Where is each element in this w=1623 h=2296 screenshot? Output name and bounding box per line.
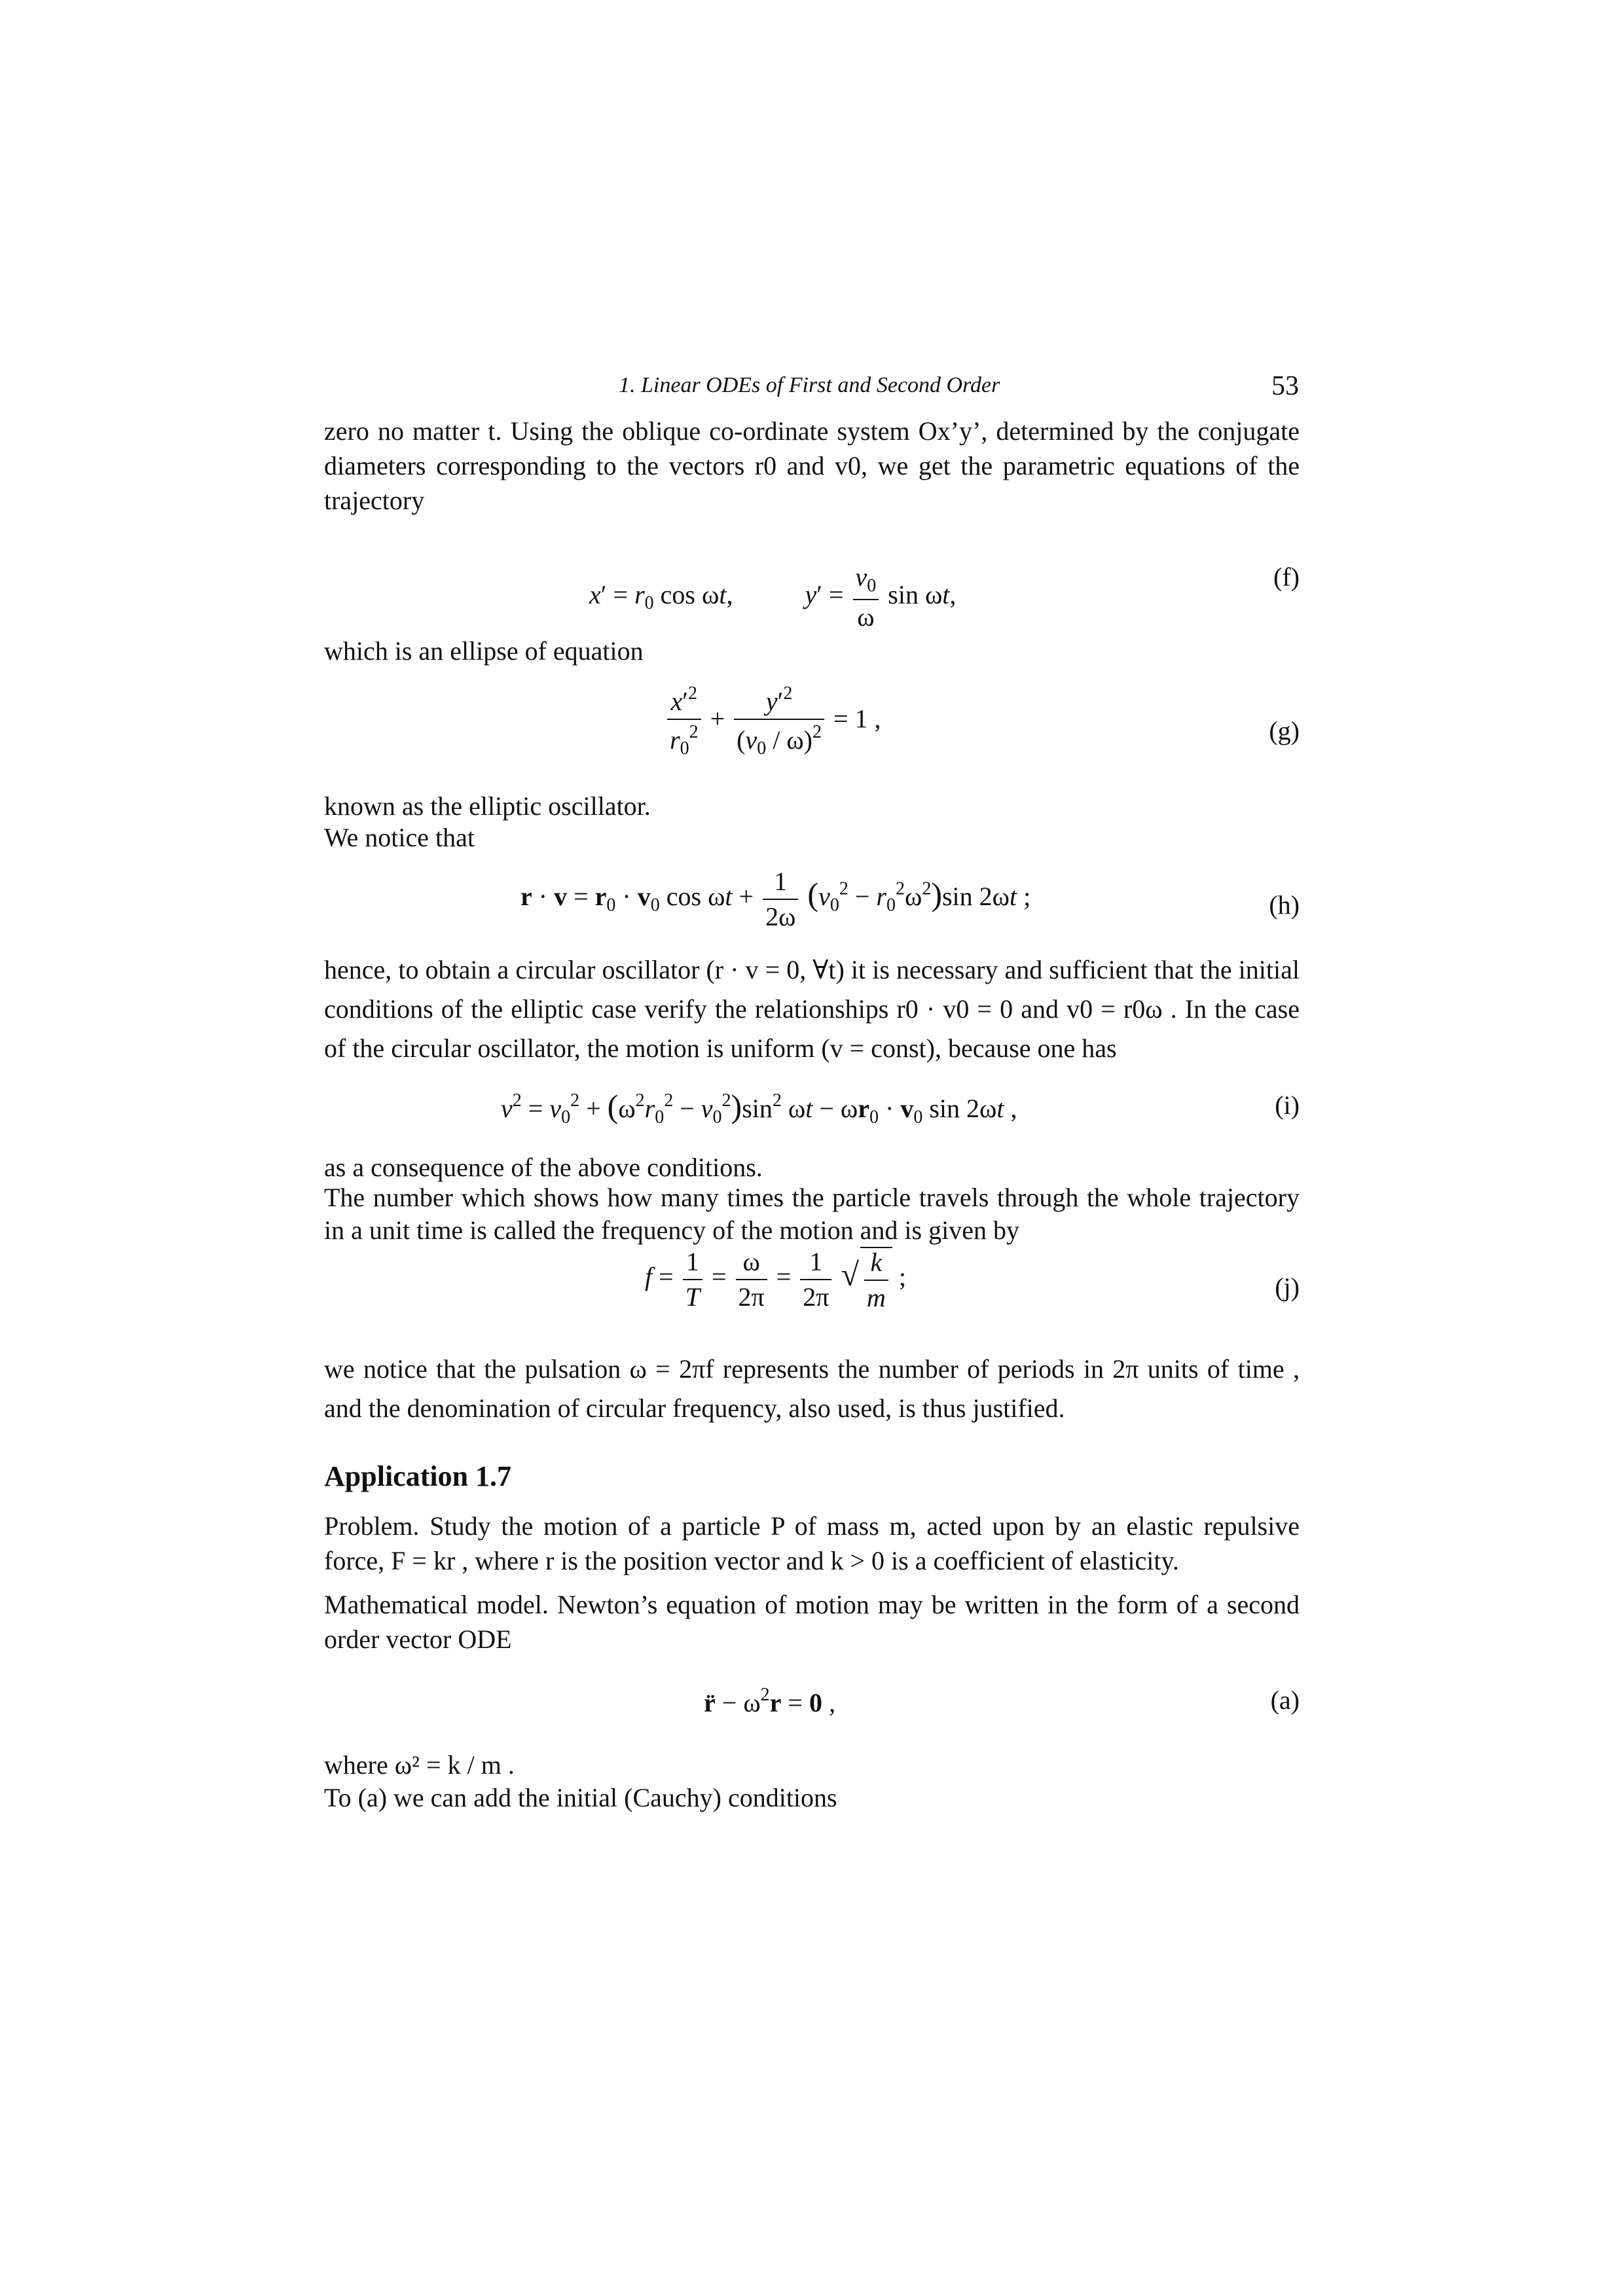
paragraph-frequency: The number which shows how many times the particle travels through the whole trajectory in a unit time is called the frequency of the motion and is given by — [324, 1183, 1300, 1245]
equation-j — [324, 1247, 1300, 1325]
equation-a-body: r̈ − $\omega^2r = 0$ , — [704, 1685, 835, 1717]
header-title: 1. Linear ODEs of First and Second Order — [619, 373, 1000, 397]
paragraph-cauchy: To (a) we can add the initial (Cauchy) conditions — [324, 1783, 837, 1812]
equation-h — [324, 867, 1300, 946]
equation-label-f: (f) — [1273, 562, 1300, 592]
equation-f-body: $x' = r_0$ cos ωt, y′ = $\frac{v_0}{\omega}$ sin ωt, — [589, 562, 957, 632]
equation-label-h: (h) — [1269, 890, 1300, 920]
paragraph-model: Mathematical model. Newton’s equation of motion may be written in the form of a second order vector ODE — [324, 1590, 1300, 1654]
equation-label-a: (a) — [1270, 1685, 1300, 1715]
page-number: 53 — [1271, 371, 1299, 401]
paragraph-circular: hence, to obtain a circular oscillator (r · v = 0, ∀t) it is necessary and sufficient that the initial conditions of the elliptic case verify the relationships r0 · v0 = 0 and v0 = r0ω . In the case of the circular oscillator, the motion is uniform (v = const), because one has — [324, 955, 1300, 1063]
running-header — [0, 373, 1623, 412]
paragraph-consequence: as a consequence of the above conditions. — [324, 1153, 763, 1182]
equation-i — [324, 1083, 1300, 1136]
equation-g — [324, 684, 1300, 782]
paragraph-problem: Problem. Study the motion of a particle P of mass m, acted upon by an elastic repulsive force, F = kr , where r is the position vector and k > 0 is a coefficient of elasticity. — [324, 1511, 1300, 1575]
section-title: Application 1.7 — [324, 1460, 512, 1492]
equation-g-body: $\frac{x'^2}{r_0^2}$ + $\frac{y'^2}{(v_0 / \omega)^2}$ = 1 , — [665, 684, 881, 759]
equation-label-j: (j) — [1275, 1272, 1300, 1302]
equation-h-body: $r \cdot v = r_0 \cdot v_0$ cos ωt + $\frac{1}{2\omega}$ $(v_0^2 - r_0^2\omega^2)\sin$ 2ωt ; — [520, 867, 1031, 931]
equation-f — [324, 543, 1300, 632]
paragraph-we-notice: We notice that — [324, 823, 475, 852]
equation-a — [324, 1682, 1300, 1728]
paragraph-where: where ω² = k / m . — [324, 1750, 515, 1780]
paragraph-intro: zero no matter t. Using the oblique co-ordinate system Ox’y’, determined by the conjugate diameters corresponding to the vectors r0 and v0, we get the parametric equations of the trajectory — [324, 416, 1300, 515]
paragraph-pulsation: we notice that the pulsation ω = 2πf represents the number of periods in 2π units of time , and the denomination of circular frequency, also used, is thus justified. — [324, 1354, 1300, 1423]
equation-label-i: (i) — [1275, 1090, 1300, 1120]
paragraph-ellipse: which is an ellipse of equation — [324, 636, 644, 666]
equation-i-body: $v^2 = v_0^2 + (\omega^2r_0^2 - v_0^2)\sin^2$ $\omega t - \omega r_0 \cdot v_0$ sin 2ωt , — [501, 1088, 1017, 1128]
equation-j-body: f = $\frac{1}{T}$ = $\frac{\omega}{2\pi}$ = $\frac{1}{2\pi}$ √ $\frac{k}{m}$ ; — [645, 1247, 906, 1312]
paragraph-known-as: known as the elliptic oscillator. — [324, 791, 651, 821]
equation-label-g: (g) — [1269, 716, 1300, 745]
